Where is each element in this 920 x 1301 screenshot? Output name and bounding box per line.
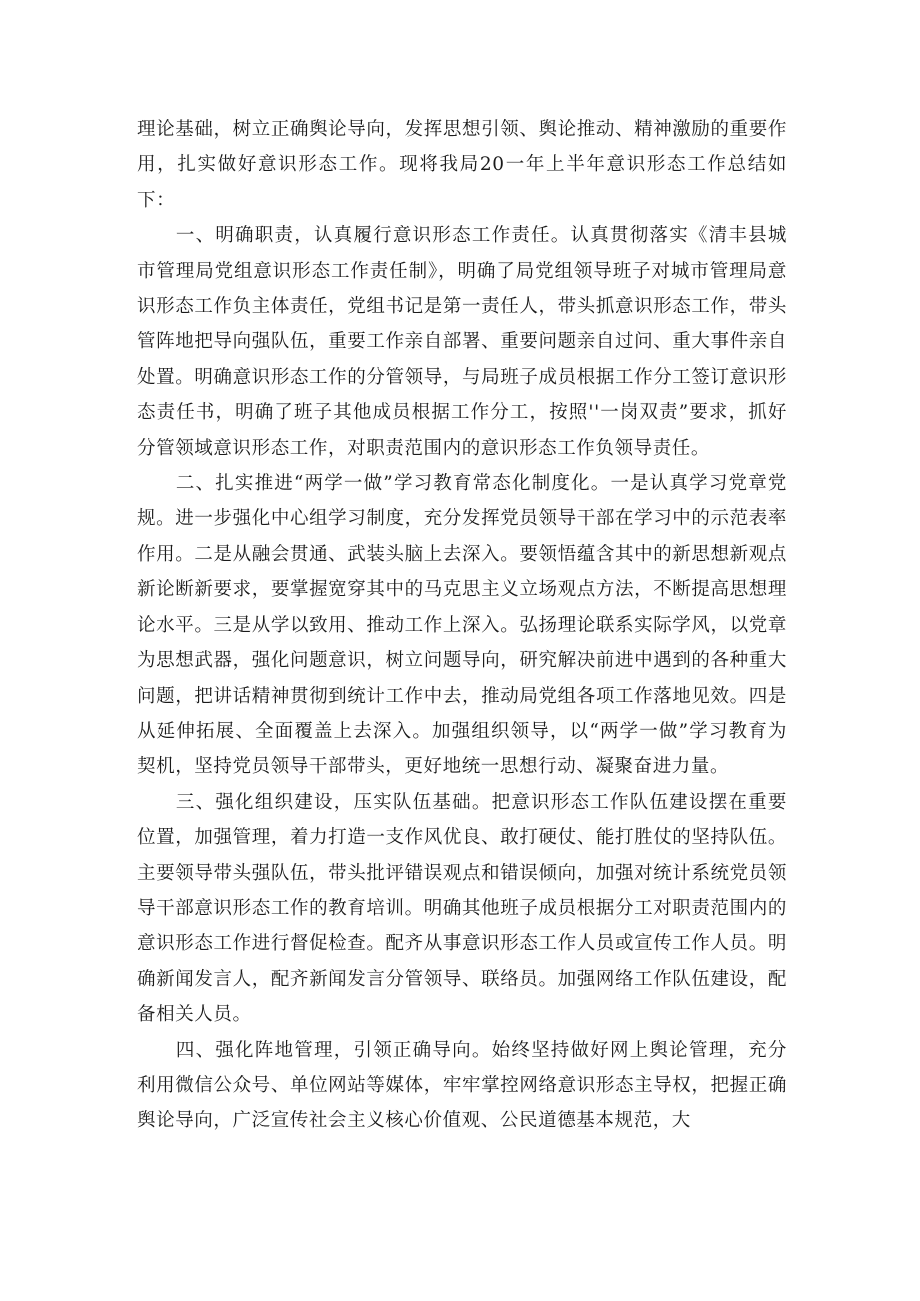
paragraph-section-3-organization: 三、强化组织建设，压实队伍基础。把意识形态工作队伍建设摆在重要位置，加强管理，着力打造一支作风优良、敢打硬仗、能打胜仗的坚持队伍。主要领导带头强队伍，带头批评错误观点和错误倾向，加强对统计系统党员领导干部意识形态工作的教育培训。明确其他班子成员根据分工对职责范围内的意识形态工作进行督促检查。配齐从事意识形态工作人员或宣传工作人员。明确新闻发言人，配齐新闻发言分管领导、联络员。加强网络工作队伍建设，配备相关人员。 — [137, 791, 787, 1026]
document-body — [137, 112, 787, 1139]
paragraph-intro-continuation: 理论基础，树立正确舆论导向，发挥思想引领、舆论推动、精神激励的重要作用，扎实做好意识形态工作。现将我局20一年上半年意识形态工作总结如下： — [137, 119, 787, 211]
paragraph-section-4-position: 四、强化阵地管理，引领正确导向。始终坚持做好网上舆论管理，充分利用微信公众号、单位网站等媒体，牢牢掌控网络意识形态主导权，把握正确舆论导向，广泛宣传社会主义核心价值观、公民道德基本规范，大 — [137, 1039, 787, 1132]
paragraph-section-2-study: 二、扎实推进“两学一做”学习教育常态化制度化。一是认真学习党章党规。进一步强化中心组学习制度，充分发挥党员领导干部在学习中的示范表率作用。二是从融会贯通、武装头脑上去深入。要领悟蕴含其中的新思想新观点新论断新要求，要掌握宽穿其中的马克思主义立场观点方法，不断提高思想理论水平。三是从学以致用、推动工作上深入。弘扬理论联系实际学风，以党章为思想武器，强化问题意识，树立问题导向，研究解决前进中遇到的各种重大问题，把讲话精神贯彻到统计工作中去，推动局党组各项工作落地见效。四是从延伸拓展、全面覆盖上去深入。加强组织领导，以“两学一做”学习教育为契机，坚持党员领导干部带头，更好地统一思想行动、凝聚奋进力量。 — [137, 473, 787, 778]
paragraph-section-1-responsibility: 一、明确职责，认真履行意识形态工作责任。认真贯彻落实《清丰县城市管理局党组意识形态工作责任制》，明确了局党组领导班子对城市管理局意识形态工作负主体责任，党组书记是第一责任人，带头抓意识形态工作，带头管阵地把导向强队伍，重要工作亲自部署、重要问题亲自过问、重大事件亲自处置。明确意识形态工作的分管领导，与局班子成员根据工作分工签订意识形态责任书，明确了班子其他成员根据工作分工，按照''一岗双责”要求，抓好分管领域意识形态工作，对职责范围内的意识形态工作负领导责任。 — [137, 225, 787, 459]
